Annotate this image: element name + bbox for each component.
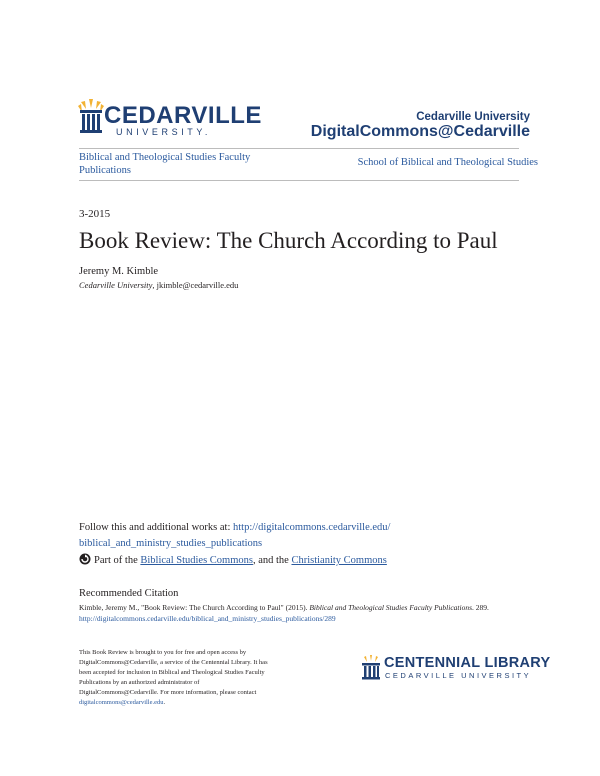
library-subtitle: CEDARVILLE UNIVERSITY <box>385 671 532 680</box>
repository-university: Cedarville University <box>416 111 530 123</box>
author-name: Jeremy M. Kimble <box>79 266 159 277</box>
school-link[interactable]: School of Biblical and Theological Studies <box>357 157 538 168</box>
biblical-studies-commons-link[interactable]: Biblical Studies Commons <box>140 555 253 566</box>
follow-link-part2[interactable]: biblical_and_ministry_studies_publications <box>79 538 263 549</box>
notice-end: . <box>163 699 166 706</box>
notice-line: Publications by an authorized administrator of <box>79 679 200 686</box>
part-of-line <box>79 553 387 566</box>
notice-line: This Book Review is brought to you for free and open access by <box>79 649 247 656</box>
library-name: CENTENNIAL LIBRARY <box>384 655 551 671</box>
logo-wordmark: CEDARVILLE <box>104 102 262 129</box>
partof-middle: , and the <box>252 555 292 566</box>
notice-line: DigitalCommons@Cedarville. For more information, please contact <box>79 689 257 696</box>
access-notice <box>79 648 309 708</box>
citation-heading: Recommended Citation <box>79 588 179 599</box>
follow-works <box>79 520 439 552</box>
affiliation-email: , jkimble@cedarville.edu <box>152 280 239 290</box>
christianity-commons-link[interactable]: Christianity Commons <box>291 555 387 566</box>
follow-link-part1[interactable]: http://digitalcommons.cedarville.edu/ <box>233 522 391 533</box>
citation-plain: Kimble, Jeremy M., "Book Review: The Church According to Paul" (2015). <box>79 603 310 612</box>
follow-prefix: Follow this and additional works at: <box>79 522 233 533</box>
citation-text <box>79 602 529 624</box>
divider-bottom <box>79 180 519 181</box>
logo-subtitle: UNIVERSITY. <box>116 127 211 137</box>
publication-date: 3-2015 <box>79 208 111 220</box>
notice-line: DigitalCommons@Cedarville, a service of the Centennial Library. It has <box>79 659 268 666</box>
article-title: Book Review: The Church According to Paul <box>79 228 498 253</box>
citation-url[interactable]: http://digitalcommons.cedarville.edu/biblical_and_ministry_studies_publications/289 <box>79 614 336 623</box>
affiliation-institution: Cedarville University <box>79 280 153 290</box>
divider-top <box>79 148 519 149</box>
citation-end: . 289. <box>472 603 489 612</box>
partof-prefix: Part of the <box>94 555 141 566</box>
citation-series: Biblical and Theological Studies Faculty Publications <box>309 603 473 612</box>
contact-email-link[interactable]: digitalcommons@cedarville.edu <box>79 699 164 706</box>
open-access-icon <box>79 553 91 565</box>
repository-name[interactable]: DigitalCommons@Cedarville <box>310 123 530 140</box>
collection-link[interactable]: Biblical and Theological Studies Faculty Publications <box>79 152 251 176</box>
author-affiliation <box>79 280 238 290</box>
notice-line: been accepted for inclusion in Biblical and Theological Studies Faculty <box>79 669 265 676</box>
